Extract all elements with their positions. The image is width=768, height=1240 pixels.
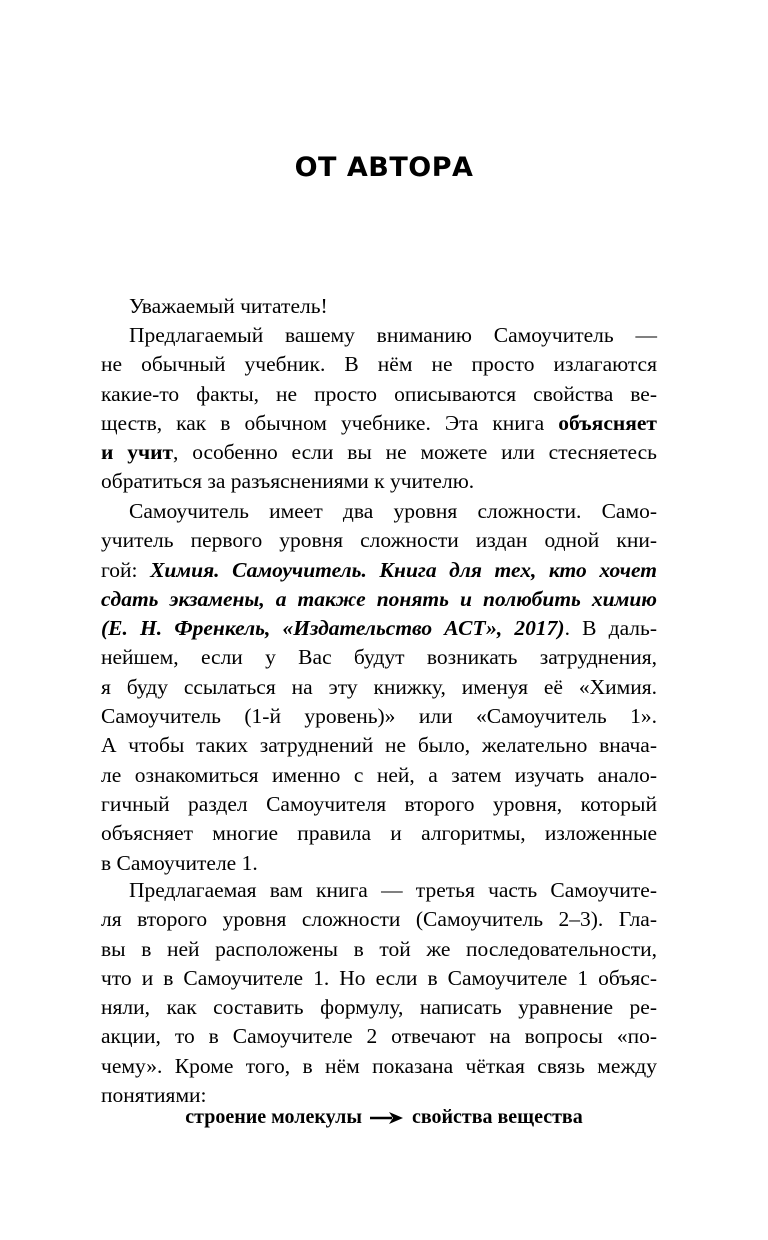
text-line: я буду ссылаться на эту книжку, именуя её «Химия. xyxy=(101,674,657,699)
text-line: Самоучитель имеет два уровня сложности. Само- xyxy=(129,499,657,523)
text-line: чему». Кроме того, в нём показана чёткая связь между xyxy=(101,1053,657,1078)
text-line: акции, то в Самоучителе 2 отвечают на вопросы «по- xyxy=(101,1024,657,1049)
text-line: ля второго уровня сложности (Самоучитель 2–3). Гла- xyxy=(101,907,657,932)
text-line: няли, как составить формулу, написать уравнение ре- xyxy=(101,995,657,1020)
text-line: нейшем, если у Вас будут возникать затруднения, xyxy=(101,645,657,670)
text-line: вы в ней расположены в той же последовательности, xyxy=(101,936,657,961)
text-line: ле ознакомиться именно с ней, а затем изучать анало- xyxy=(101,762,657,787)
text-line: что и в Самоучителе 1. Но если в Самоучителе 1 объяс- xyxy=(101,965,657,990)
text-line: ществ, как в обычном учебнике. Эта книга объясняет xyxy=(101,410,657,435)
paragraph-intro xyxy=(101,321,657,497)
emphasis-teaches: и учит xyxy=(101,440,174,465)
text-line: гой: Химия. Самоучитель. Книга для тех, кто хочет xyxy=(101,557,657,582)
text-line: (Е. Н. Френкель, «Издательство АСТ», 2017). В даль- xyxy=(101,616,657,641)
text-line: обратиться за разъяснениями к учителю. xyxy=(101,469,475,494)
text-line: Самоучитель (1-й уровень)» или «Самоучитель 1». xyxy=(101,704,657,729)
concept-scheme xyxy=(0,1106,768,1129)
scheme-left: строение молекулы xyxy=(185,1106,362,1128)
book-reference: Химия. Самоучитель. Книга для тех, кто хочет xyxy=(150,557,657,582)
text-line: какие-то факты, не просто описываются свойства ве- xyxy=(101,381,657,406)
arrow-right-icon xyxy=(370,1111,404,1125)
text-line: объясняет многие правила и алгоритмы, изложенные xyxy=(101,821,657,846)
text-line: и учит, особенно если вы не можете или стесняетесь xyxy=(101,440,657,465)
book-reference: (Е. Н. Френкель, «Издательство АСТ», 2017) xyxy=(101,616,565,641)
text-line: Уважаемый читатель! xyxy=(129,294,328,318)
paragraph-levels xyxy=(101,497,657,878)
paragraph-greeting xyxy=(101,292,657,321)
text-line: понятиями: xyxy=(101,1083,207,1108)
paragraph-third-part xyxy=(101,876,657,1110)
text-line: А чтобы таких затруднений не было, желательно внача- xyxy=(101,733,657,758)
emphasis-explains: объясняет xyxy=(558,410,657,435)
text-line: в Самоучителе 1. xyxy=(101,850,258,875)
text-line: гичный раздел Самоучителя второго уровня, который xyxy=(101,791,657,816)
page-title: ОТ АВТОРА xyxy=(294,152,474,183)
scheme-right: свойства вещества xyxy=(411,1106,583,1128)
book-reference: сдать экзамены, а также понять и полюбить химию xyxy=(101,586,657,611)
text-line: Предлагаемая вам книга — третья часть Самоучите- xyxy=(129,878,657,902)
text-line: Предлагаемый вашему вниманию Самоучитель — xyxy=(129,323,657,347)
text-line: не обычный учебник. В нём не просто излагаются xyxy=(101,352,657,377)
text-line: учитель первого уровня сложности издан одной кни- xyxy=(101,528,657,553)
